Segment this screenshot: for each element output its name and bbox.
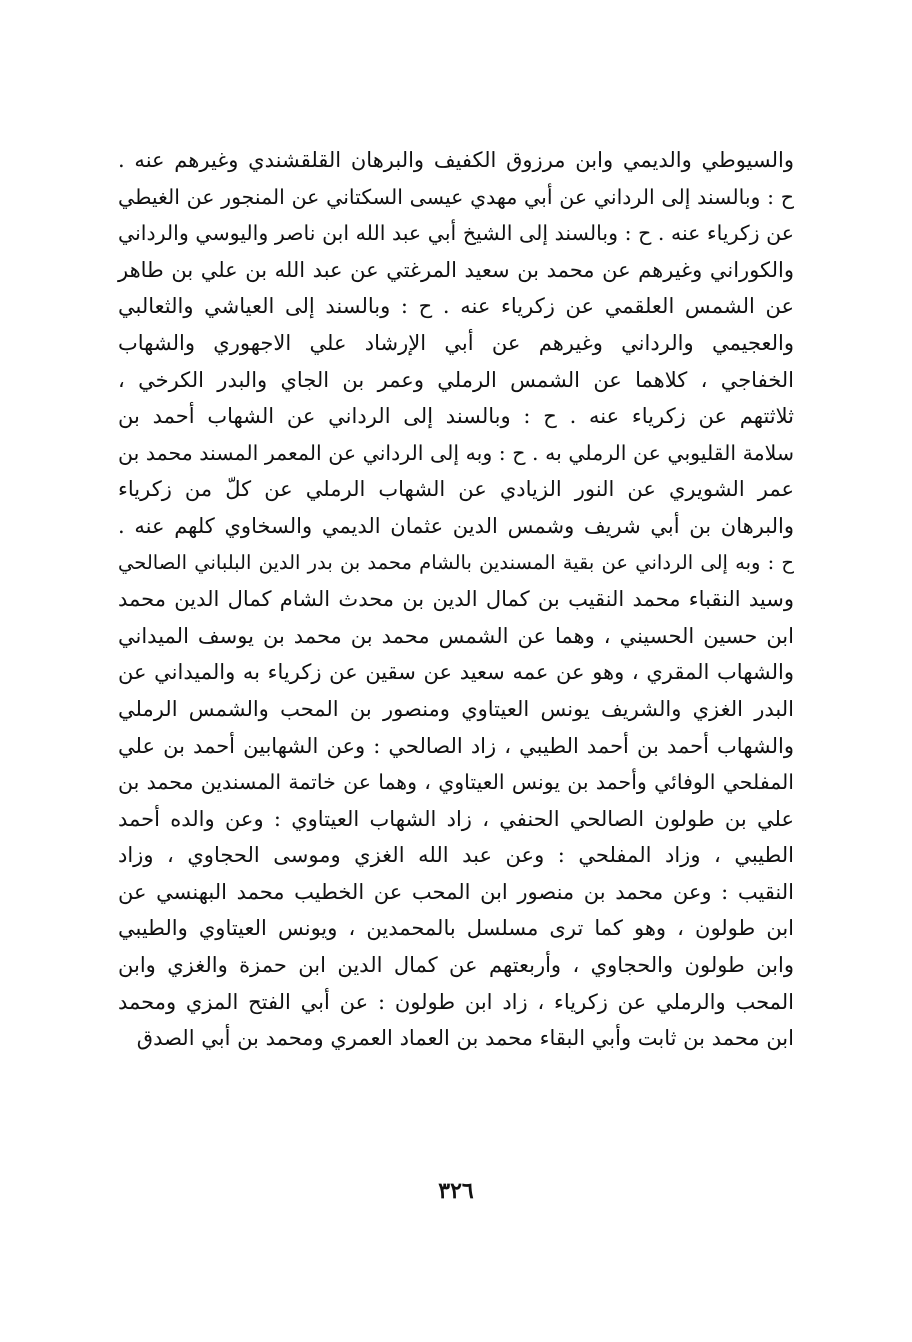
page-number: ٣٢٦	[438, 1178, 474, 1204]
text-line: ح : وبه إلى الرداني عن بقية المسندين بالشام محمد بن بدر الدين البلباني الصالحي	[118, 550, 794, 574]
text-line: البدر الغزي والشريف يونس العيتاوي ومنصور بن المحب والشمس الرملي	[118, 696, 794, 721]
text-line: الخفاجي ، كلاهما عن الشمس الرملي وعمر بن الجاي والبدر الكرخي ،	[118, 367, 794, 392]
text-line: والعجيمي والرداني وغيرهم عن أبي الإرشاد علي الاجهوري والشهاب	[118, 330, 794, 355]
text-line: النقيب : وعن محمد بن منصور ابن المحب عن الخطيب محمد البهنسي عن	[118, 879, 794, 904]
text-line: عمر الشويري عن النور الزيادي عن الشهاب الرملي عن كلّ من زكرياء	[118, 477, 794, 502]
text-line: والكوراني وغيرهم عن محمد بن سعيد المرغتي عن عبد الله بن علي بن طاهر	[118, 257, 794, 282]
text-line: عن الشمس العلقمي عن زكرياء عنه . ح : وبالسند إلى العياشي والثعالبي	[118, 294, 794, 319]
text-line: ح : وبالسند إلى الرداني عن أبي مهدي عيسى السكتاني عن المنجور عن الغيطي	[118, 184, 794, 209]
text-line: وسيد النقباء محمد النقيب بن كمال الدين بن محدث الشام كمال الدين محمد	[118, 587, 794, 612]
text-line: وابن طولون والحجاوي ، وأربعتهم عن كمال الدين ابن حمزة والغزي وابن	[118, 953, 794, 978]
text-line: والسيوطي والديمي وابن مرزوق الكفيف والبرهان القلقشندي وغيرهم عنه .	[118, 148, 794, 172]
text-line: ابن طولون ، وهو كما ترى مسلسل بالمحمدين ، ويونس العيتاوي والطيبي	[118, 916, 794, 941]
text-line: سلامة القليوبي عن الرملي به . ح : وبه إلى الرداني عن المعمر المسند محمد بن	[118, 440, 794, 465]
text-line: والشهاب أحمد بن أحمد الطيبي ، زاد الصالحي : وعن الشهابين أحمد بن علي	[118, 733, 794, 758]
text-line: المفلحي الوفائي وأحمد بن يونس العيتاوي ، وهما عن خاتمة المسندين محمد بن	[118, 770, 794, 795]
text-line: والبرهان بن أبي شريف وشمس الدين عثمان الديمي والسخاوي كلهم عنه .	[118, 513, 794, 538]
text-line: والشهاب المقري ، وهو عن عمه سعيد عن سقين عن زكرياء به والميداني عن	[118, 660, 794, 685]
text-line: المحب والرملي عن زكرياء ، زاد ابن طولون : عن أبي الفتح المزي ومحمد	[118, 989, 794, 1014]
text-line: ثلاثتهم عن زكرياء عنه . ح : وبالسند إلى الرداني عن الشهاب أحمد بن	[118, 404, 794, 429]
text-line: الطيبي ، وزاد المفلحي : وعن عبد الله الغزي وموسى الحجاوي ، وزاد	[118, 843, 794, 868]
text-line: علي بن طولون الصالحي الحنفي ، زاد الشهاب العيتاوي : وعن والده أحمد	[118, 806, 794, 831]
text-line: عن زكرياء عنه . ح : وبالسند إلى الشيخ أبي عبد الله ابن ناصر واليوسي والرداني	[118, 221, 794, 246]
text-line: ابن حسين الحسيني ، وهما عن الشمس محمد بن محمد بن يوسف الميداني	[118, 623, 794, 648]
body-text	[118, 142, 794, 1057]
text-line: ابن محمد بن ثابت وأبي البقاء محمد بن العماد العمري ومحمد بن أبي الصدق	[136, 1026, 794, 1051]
